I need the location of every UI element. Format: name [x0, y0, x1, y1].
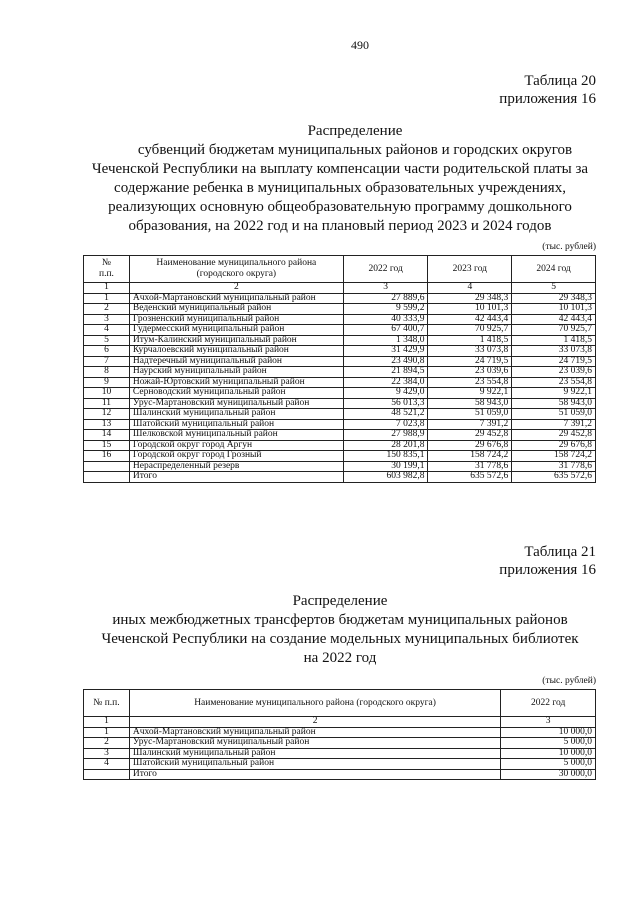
- table20-title-line: Чеченской Республики на выплату компенсации части родительской платы за: [91, 161, 589, 177]
- row-number: 10: [84, 388, 130, 399]
- table21-title-line: иных межбюджетных трансфертов бюджетам муниципальных районов: [112, 612, 568, 628]
- row-value: 70 925,7: [512, 325, 596, 336]
- row-number: 11: [84, 398, 130, 409]
- row-value: 33 073,8: [512, 346, 596, 357]
- row-value: 603 982,8: [343, 472, 428, 483]
- row-name: Курчалоевский муниципальный район: [129, 346, 343, 357]
- row-value: 29 348,3: [512, 293, 596, 304]
- row-name: Урус-Мартановский муниципальный район: [129, 738, 500, 749]
- table20-title-line: Распределение: [307, 123, 403, 139]
- row-value: 10 000,0: [501, 748, 596, 759]
- table-row: [84, 759, 596, 770]
- table-row: [84, 335, 596, 346]
- row-value: 48 521,2: [343, 409, 428, 420]
- page-number: 490: [351, 38, 369, 52]
- row-value: 10 101,3: [512, 304, 596, 315]
- row-name: Ножай-Юртовский муниципальный район: [129, 377, 343, 388]
- table21-label-line1: Таблица 21: [524, 544, 596, 560]
- row-value: 7 391,2: [428, 419, 512, 430]
- row-value: 23 039,6: [512, 367, 596, 378]
- row-number: [84, 472, 130, 483]
- table-row: [84, 451, 596, 462]
- row-name: Ачхой-Мартановский муниципальный район: [129, 293, 343, 304]
- col-2023-header: 2023 год: [428, 256, 512, 283]
- row-value: 30 199,1: [343, 461, 428, 472]
- col-num-3: 3: [501, 717, 596, 728]
- row-value: 42 443,4: [512, 314, 596, 325]
- table20-title-line: образования, на 2022 год и на плановый период 2023 и 2024 годов: [128, 218, 552, 234]
- row-value: 5 000,0: [501, 759, 596, 770]
- row-value: 9 429,0: [343, 388, 428, 399]
- col-name-header: Наименование муниципального района (городского округа): [129, 690, 500, 717]
- row-value: 158 724,2: [428, 451, 512, 462]
- table21-column-numbers-row: [84, 717, 596, 728]
- row-value: 23 554,8: [428, 377, 512, 388]
- row-name: Наурский муниципальный район: [129, 367, 343, 378]
- row-name: Итого: [129, 769, 500, 780]
- row-name: Городской округ город Аргун: [129, 440, 343, 451]
- row-number: 3: [84, 748, 130, 759]
- row-value: 30 000,0: [501, 769, 596, 780]
- row-value: 56 013,3: [343, 398, 428, 409]
- row-number: 2: [84, 304, 130, 315]
- row-value: 9 922,1: [428, 388, 512, 399]
- row-value: 5 000,0: [501, 738, 596, 749]
- row-value: 58 943,0: [428, 398, 512, 409]
- table-row: [84, 461, 596, 472]
- row-value: 23 490,8: [343, 356, 428, 367]
- col-num-3: 3: [343, 283, 428, 294]
- row-name: Серноводский муниципальный район: [129, 388, 343, 399]
- table-row: [84, 356, 596, 367]
- row-number: 16: [84, 451, 130, 462]
- row-value: 1 418,5: [512, 335, 596, 346]
- row-value: 29 452,8: [428, 430, 512, 441]
- row-value: 7 023,8: [343, 419, 428, 430]
- table-row: [84, 738, 596, 749]
- row-number: 5: [84, 335, 130, 346]
- row-name: Шалинский муниципальный район: [129, 748, 500, 759]
- row-value: 29 452,8: [512, 430, 596, 441]
- table-row: [84, 430, 596, 441]
- row-name: Грозненский муниципальный район: [129, 314, 343, 325]
- row-value: 635 572,6: [428, 472, 512, 483]
- row-number: [84, 769, 130, 780]
- row-value: 9 922,1: [512, 388, 596, 399]
- col-num-2: 2: [129, 283, 343, 294]
- col-number-header: № п.п.: [84, 256, 130, 283]
- row-number: 4: [84, 325, 130, 336]
- row-value: 33 073,8: [428, 346, 512, 357]
- table-row: [84, 398, 596, 409]
- table20-column-numbers-row: [84, 283, 596, 294]
- row-number: 6: [84, 346, 130, 357]
- table-row: [84, 346, 596, 357]
- row-value: 31 778,6: [428, 461, 512, 472]
- row-value: 70 925,7: [428, 325, 512, 336]
- table21-title-line: на 2022 год: [303, 650, 377, 666]
- row-value: 28 201,8: [343, 440, 428, 451]
- table-row: [84, 304, 596, 315]
- row-name: Шалинский муниципальный район: [129, 409, 343, 420]
- row-name: Нераспределенный резерв: [129, 461, 343, 472]
- row-value: 7 391,2: [512, 419, 596, 430]
- row-value: 27 988,9: [343, 430, 428, 441]
- row-value: 24 719,5: [512, 356, 596, 367]
- row-number: 8: [84, 367, 130, 378]
- row-name: Шатойский муниципальный район: [129, 759, 500, 770]
- table-row: [84, 727, 596, 738]
- table20-header-row: [84, 256, 596, 283]
- row-value: 9 599,2: [343, 304, 428, 315]
- table20-title-line: субвенций бюджетам муниципальных районов и городских округов: [137, 142, 573, 158]
- row-value: 51 059,0: [512, 409, 596, 420]
- col-num-1: 1: [84, 283, 130, 294]
- table-row: [84, 748, 596, 759]
- table20: [83, 255, 596, 483]
- row-name: Шелковской муниципальный район: [129, 430, 343, 441]
- col-num-2: 2: [129, 717, 500, 728]
- table-row: [84, 377, 596, 388]
- row-name: Веденский муниципальный район: [129, 304, 343, 315]
- row-value: 29 676,8: [512, 440, 596, 451]
- col-2022-header: 2022 год: [343, 256, 428, 283]
- table21-header-row: [84, 690, 596, 717]
- row-value: 58 943,0: [512, 398, 596, 409]
- row-value: 150 835,1: [343, 451, 428, 462]
- table-row: [84, 769, 596, 780]
- row-name: Городской округ город Грозный: [129, 451, 343, 462]
- row-value: 1 418,5: [428, 335, 512, 346]
- row-number: 1: [84, 293, 130, 304]
- row-value: 22 384,0: [343, 377, 428, 388]
- col-2024-header: 2024 год: [512, 256, 596, 283]
- table21-title: [60, 592, 620, 668]
- row-value: 24 719,5: [428, 356, 512, 367]
- row-value: 31 778,6: [512, 461, 596, 472]
- row-value: 158 724,2: [512, 451, 596, 462]
- row-value: 23 554,8: [512, 377, 596, 388]
- table-row: [84, 325, 596, 336]
- row-value: 29 676,8: [428, 440, 512, 451]
- table-row: [84, 409, 596, 420]
- row-value: 67 400,7: [343, 325, 428, 336]
- row-value: 42 443,4: [428, 314, 512, 325]
- table-row: [84, 419, 596, 430]
- table-row: [84, 367, 596, 378]
- row-number: 13: [84, 419, 130, 430]
- row-number: 4: [84, 759, 130, 770]
- table21-title-line: Чеченской Республики на создание модельных муниципальных библиотек: [101, 631, 579, 647]
- table20-label-line1: Таблица 20: [524, 73, 596, 89]
- col-name-header: Наименование муниципального района (городского округа): [129, 256, 343, 283]
- table-row: [84, 388, 596, 399]
- row-number: [84, 461, 130, 472]
- row-number: 14: [84, 430, 130, 441]
- table20-title: [60, 122, 620, 236]
- table20-label: [499, 72, 596, 108]
- row-number: 1: [84, 727, 130, 738]
- row-name: Гудермесский муниципальный район: [129, 325, 343, 336]
- col-num-5: 5: [512, 283, 596, 294]
- table20-title-line: реализующих основную общеобразовательную программу дошкольного: [108, 199, 572, 215]
- row-value: 27 889,6: [343, 293, 428, 304]
- row-number: 2: [84, 738, 130, 749]
- table20-units: (тыс. рублей): [542, 242, 596, 252]
- row-number: 3: [84, 314, 130, 325]
- row-value: 40 333,9: [343, 314, 428, 325]
- row-name: Надтеречный муниципальный район: [129, 356, 343, 367]
- table-row: [84, 293, 596, 304]
- row-name: Ачхой-Мартановский муниципальный район: [129, 727, 500, 738]
- table20-title-line: содержание ребенка в муниципальных образовательных учреждениях,: [114, 180, 566, 196]
- row-value: 23 039,6: [428, 367, 512, 378]
- row-number: 9: [84, 377, 130, 388]
- table21-label-line2: приложения 16: [499, 562, 596, 578]
- col-num-1: 1: [84, 717, 130, 728]
- row-number: 7: [84, 356, 130, 367]
- row-value: 51 059,0: [428, 409, 512, 420]
- table21-units: (тыс. рублей): [542, 676, 596, 686]
- row-value: 1 348,0: [343, 335, 428, 346]
- row-name: Шатойский муниципальный район: [129, 419, 343, 430]
- row-value: 31 429,9: [343, 346, 428, 357]
- row-name: Урус-Мартановский муниципальный район: [129, 398, 343, 409]
- row-value: 29 348,3: [428, 293, 512, 304]
- row-name: Итум-Калинский муниципальный район: [129, 335, 343, 346]
- table-row: [84, 440, 596, 451]
- col-2022-header: 2022 год: [501, 690, 596, 717]
- col-number-header: № п.п.: [84, 690, 130, 717]
- row-value: 635 572,6: [512, 472, 596, 483]
- table21-title-line: Распределение: [292, 593, 388, 609]
- table20-label-line2: приложения 16: [499, 91, 596, 107]
- row-value: 10 101,3: [428, 304, 512, 315]
- table-row: [84, 314, 596, 325]
- row-value: 21 894,5: [343, 367, 428, 378]
- row-value: 10 000,0: [501, 727, 596, 738]
- table21-label: [499, 543, 596, 579]
- row-number: 12: [84, 409, 130, 420]
- col-num-4: 4: [428, 283, 512, 294]
- table21: [83, 689, 596, 780]
- row-name: Итого: [129, 472, 343, 483]
- table-row: [84, 472, 596, 483]
- row-number: 15: [84, 440, 130, 451]
